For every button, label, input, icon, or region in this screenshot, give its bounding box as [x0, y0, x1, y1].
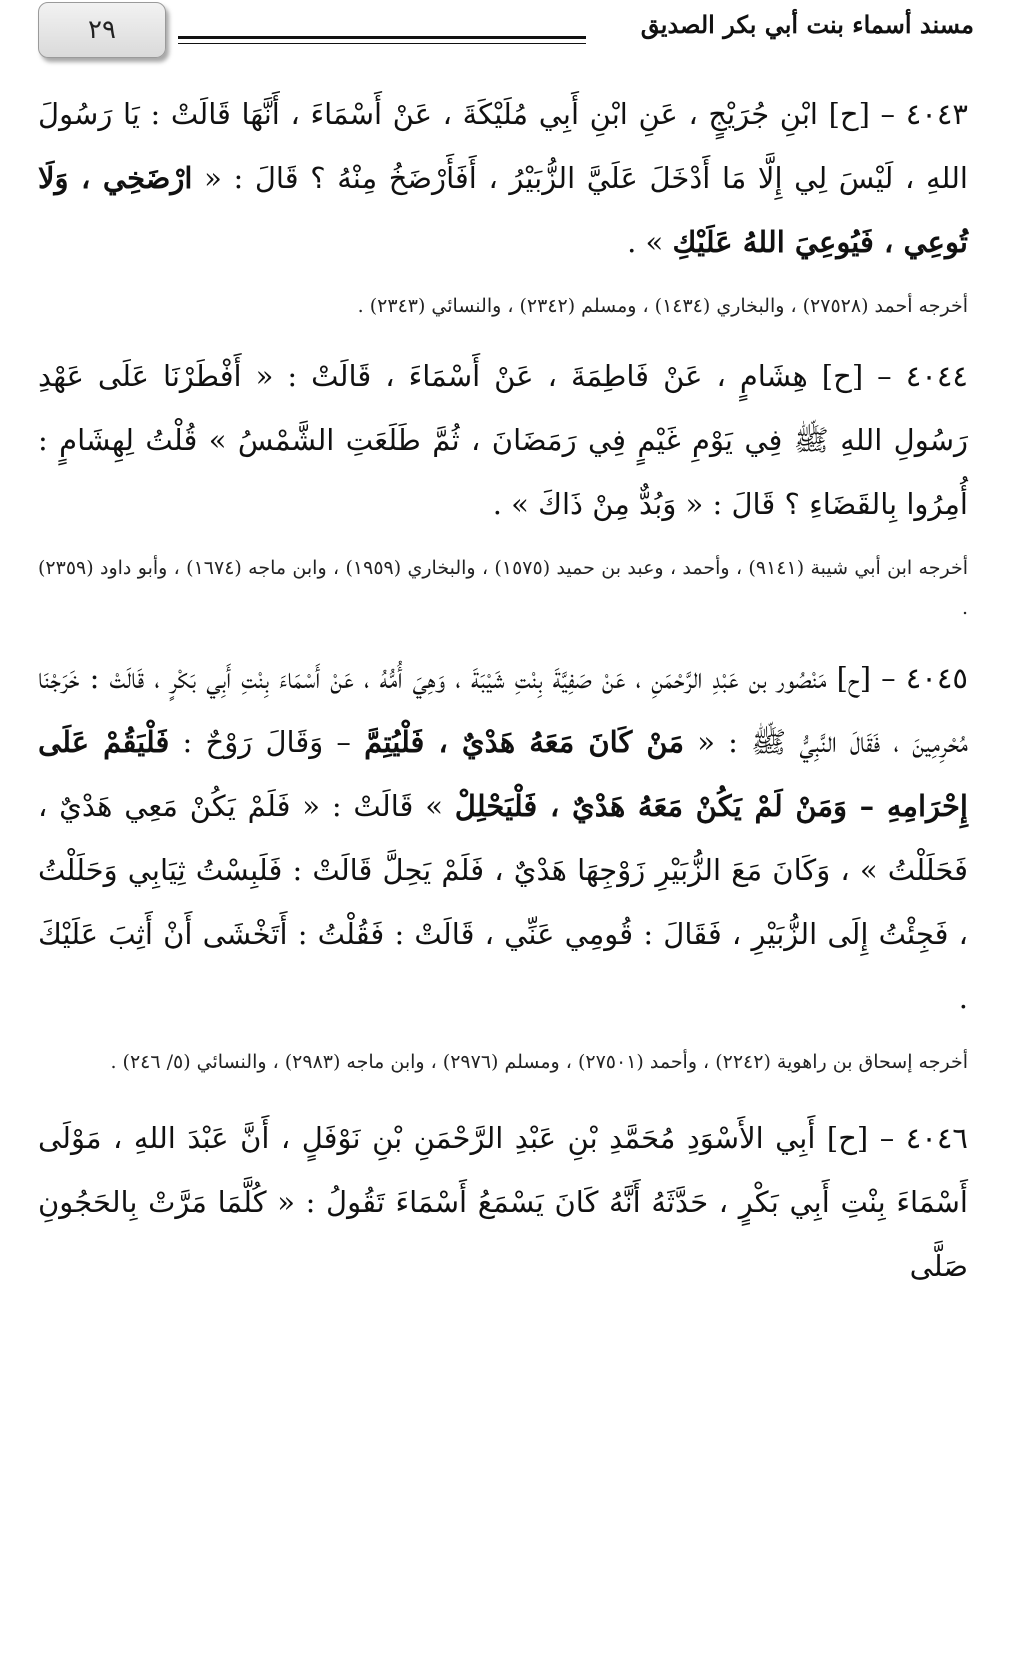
- hadith-text: – [ح] مَنْصُور بن عَبْدِ الرَّحْمَنِ ، عَنْ صَفِيَّةَ بِنْتِ شَيْبَةَ ، وَهِيَ أُمُّهُ ، عَنْ أَسْمَاءَ بِنْتِ أَبِي بَكْرٍ ، قَالَتْ : خَرَجْنَا مُحْرِمِينَ ، فَقَالَ النَّبِيُّ ﷺ : «: [38, 661, 968, 759]
- page-number: ٢٩: [88, 15, 116, 45]
- hadith-text-mid: – وَقَالَ رَوْحٌ :: [169, 725, 365, 759]
- takhrij-4044: أخرجه ابن أبي شيبة (٩١٤١) ، وأحمد ، وعبد بن حميد (١٥٧٥) ، والبخاري (١٩٥٩) ، وابن ماجه (١٦٧٤) ، وأبو داود (٢٣٥٩) .: [38, 557, 968, 619]
- hadith-4045: [38, 646, 968, 1030]
- hadith-matn-bold: فَلْيَقُمْ عَلَى إِحْرَامِهِ – وَمَنْ لَمْ يَكُنْ مَعَهُ هَدْيٌ ، فَلْيَحْلِلْ: [38, 725, 968, 823]
- hadith-matn-bold: مَنْ كَانَ مَعَهُ هَدْيٌ ، فَلْيُتِمَّ: [364, 725, 684, 759]
- takhrij-4045: أخرجه إسحاق بن راهوية (٢٢٤٢) ، وأحمد (٢٧٥٠١) ، ومسلم (٢٩٧٦) ، وابن ماجه (٢٩٨٣) ، والنسائي (٥/ ٢٤٦) .: [110, 1051, 968, 1073]
- hadith-4044: [38, 344, 968, 536]
- hadith-number: ٤٠٤٦: [905, 1121, 968, 1155]
- running-title: مسند أسماء بنت أبي بكر الصديق: [640, 10, 974, 39]
- hadith-matn-bold: ارْضَخِي ، وَلَا تُوعِي ، فَيُوعِيَ اللهُ عَلَيْكِ: [38, 161, 968, 259]
- hadith-text: – [ح] أَبِي الأَسْوَدِ مُحَمَّدِ بْنِ عَبْدِ الرَّحْمَنِ بْنِ نَوْفَلٍ ، أَنَّ عَبْدَ اللهِ ، مَوْلَى أَسْمَاءَ بِنْتِ أَبِي بَكْرٍ ، حَدَّثَهُ أَنَّهُ كَانَ يَسْمَعُ أَسْمَاءَ تَقُولُ : « كُلَّمَا مَرَّتْ بِالحَجُونِ صَلَّى: [38, 1121, 968, 1283]
- hadith-text: – [ح] ابْنِ جُرَيْجٍ ، عَنِ ابْنِ أَبِي مُلَيْكَةَ ، عَنْ أَسْمَاءَ ، أَنَّهَا قَالَتْ : يَا رَسُولَ اللهِ ، لَيْسَ لِي إِلَّا مَا أَدْخَلَ عَلَيَّ الزُّبَيْرُ ، أَفَأَرْضَخُ مِنْهُ ؟ قَالَ : «: [38, 97, 968, 195]
- page-number-tab: [38, 2, 166, 58]
- hadith-number: ٤٠٤٣: [905, 97, 968, 131]
- header-rule: [178, 36, 586, 39]
- hadith-4046: [38, 1106, 968, 1298]
- hadith-number: ٤٠٤٥: [905, 661, 969, 695]
- hadith-text-end: » قَالَتْ : « فَلَمْ يَكُنْ مَعِي هَدْيٌ ، فَحَلَلْتُ » ، وَكَانَ مَعَ الزُّبَيْرِ زَوْجِهَا هَدْيٌ ، فَلَمْ يَحِلَّ قَالَتْ : فَلَبِسْتُ ثِيَابِي وَحَلَلْتُ ، فَجِئْتُ إِلَى الزُّبَيْرِ ، فَقَالَ : قُومِي عَنِّي ، قَالَتْ : فَقُلْتُ : أَتَخْشَى أَنْ أَثِبَ عَلَيْكَ .: [38, 789, 968, 1015]
- takhrij-4043: أخرجه أحمد (٢٧٥٢٨) ، والبخاري (١٤٣٤) ، ومسلم (٢٣٤٢) ، والنسائي (٢٣٤٣) .: [357, 295, 968, 317]
- page-header: [0, 0, 1010, 70]
- hadith-4043: [38, 82, 968, 274]
- page-body: [38, 82, 968, 1298]
- hadith-text: – [ح] هِشَامٍ ، عَنْ فَاطِمَةَ ، عَنْ أَسْمَاءَ ، قَالَتْ : « أَفْطَرْنَا عَلَى عَهْدِ رَسُولِ اللهِ ﷺ فِي يَوْمِ غَيْمٍ فِي رَمَضَانَ ، ثُمَّ طَلَعَتِ الشَّمْسُ » قُلْتُ لِهِشَامٍ : أُمِرُوا بِالقَضَاءِ ؟ قَالَ : « وَبُدٌّ مِنْ ذَاكَ » .: [38, 359, 968, 521]
- hadith-text-end: » .: [627, 225, 673, 259]
- hadith-number: ٤٠٤٤: [905, 359, 968, 393]
